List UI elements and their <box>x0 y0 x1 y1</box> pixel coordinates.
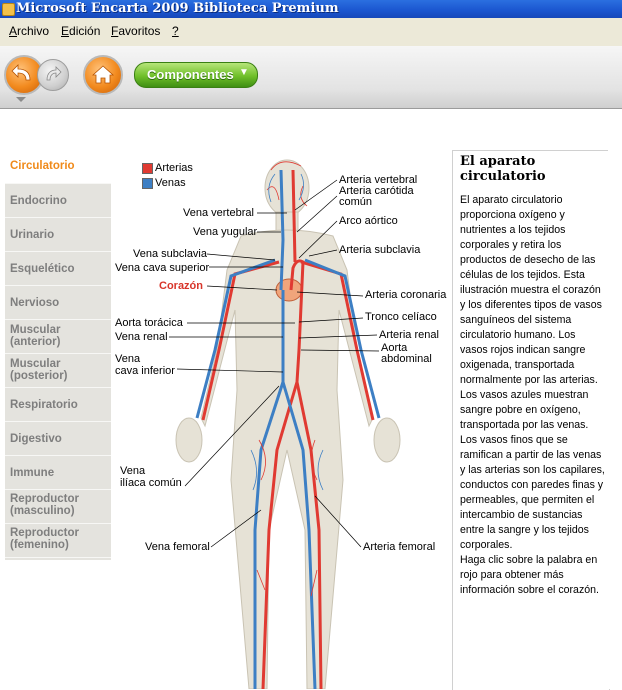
venas-swatch <box>142 178 153 189</box>
label-vena-iliaca-2: ilíaca común <box>120 477 182 489</box>
window-title: Microsoft Encarta 2009 Biblioteca Premium <box>16 1 339 16</box>
label-arteria-renal: Arteria renal <box>379 329 439 341</box>
forward-arrow-icon <box>38 60 68 90</box>
arterias-swatch <box>142 163 153 174</box>
article-title: El aparato circulatorio <box>460 154 546 184</box>
label-arteria-carotida-2: común <box>339 196 373 208</box>
panel-margin <box>608 150 622 689</box>
sidebar-item-muscular-anterior[interactable]: Muscular (anterior) <box>5 320 111 354</box>
label-arteria-vertebral: Arteria vertebral <box>339 174 418 186</box>
sidebar-item-respiratorio[interactable]: Respiratorio <box>5 388 111 422</box>
label-vena-cava-inferior-1: Vena <box>115 353 141 365</box>
label-arteria-subclavia: Arteria subclavia <box>339 244 421 256</box>
history-dropdown-arrow[interactable] <box>16 97 26 102</box>
menu-edicion[interactable]: Edición <box>61 24 101 38</box>
legend-arterias: Arterias <box>155 162 193 174</box>
chevron-down-icon: ▼ <box>239 67 249 78</box>
home-button[interactable] <box>83 55 123 95</box>
componentes-dropdown[interactable] <box>134 62 258 88</box>
toolbar <box>0 46 622 109</box>
label-arteria-femoral: Arteria femoral <box>363 541 436 553</box>
home-icon <box>85 57 121 93</box>
label-vena-yugular: Vena yugular <box>193 226 258 238</box>
article-body <box>460 193 606 598</box>
sidebar-item-muscular-posterior[interactable]: Muscular (posterior) <box>5 354 111 388</box>
sidebar-item-urinario[interactable]: Urinario <box>5 218 111 252</box>
systems-sidebar <box>5 150 111 560</box>
article-panel <box>452 150 610 690</box>
label-arteria-carotida-1: Arteria carótida <box>339 185 414 197</box>
sidebar-item-reproductor-masculino[interactable]: Reproductor (masculino) <box>5 490 111 524</box>
label-vena-vertebral: Vena vertebral <box>183 207 254 219</box>
forward-button[interactable] <box>37 59 69 91</box>
sidebar-item-immune[interactable]: Immune <box>5 456 111 490</box>
label-vena-renal: Vena renal <box>115 331 168 343</box>
circulatory-illustration <box>111 150 452 689</box>
encarta-app-icon <box>2 3 15 16</box>
human-body-figure <box>111 150 452 689</box>
sidebar-item-reproductor-femenino[interactable]: Reproductor (femenino) <box>5 524 111 558</box>
label-vena-cava-inferior-2: cava inferior <box>115 365 175 377</box>
label-aorta-abdominal-1: Aorta <box>381 342 408 354</box>
sidebar-item-circulatorio[interactable]: Circulatorio <box>5 150 111 184</box>
article-paragraph-2: Haga clic sobre la palabra en rojo para obtener más información sobre el corazón. <box>460 554 599 596</box>
label-vena-cava-superior: Vena cava superior <box>115 262 210 274</box>
label-vena-subclavia: Vena subclavia <box>133 248 207 260</box>
label-vena-iliaca-1: Vena <box>120 465 146 477</box>
label-arteria-coronaria: Arteria coronaria <box>365 289 447 301</box>
label-aorta-abdominal-2: abdominal <box>381 353 432 365</box>
legend-venas: Venas <box>155 177 186 189</box>
sidebar-item-esqueletico[interactable]: Esquelético <box>5 252 111 286</box>
article-paragraph-1: El aparato circulatorio proporciona oxígeno y nutrientes a los tejidos corporales y retira los productos de desecho de las células de los tejidos. Esta ilustración muestra el corazón y los diferentes tipos de vasos sanguíneos del sistema circulatorio humano. Los vasos rojos indican sangre oxigenada, transportada normalmente por las arterias. Los vasos azules muestran sangre pobre en oxígeno, transportada por las venas. Los vasos finos que se ramifican a partir de las venas y las arterias son los capilares, conductos con paredes finas y permeables, que permiten el intercambio de sustancias entre la sangre y los tejidos corporales. <box>460 194 605 551</box>
componentes-label: Componentes <box>147 67 234 82</box>
sidebar-item-nervioso[interactable]: Nervioso <box>5 286 111 320</box>
label-vena-femoral: Vena femoral <box>145 541 210 553</box>
title-bar <box>0 0 622 18</box>
label-arco-aortico: Arco aórtico <box>339 215 398 227</box>
sidebar-item-digestivo[interactable]: Digestivo <box>5 422 111 456</box>
label-corazon-link[interactable]: Corazón <box>159 280 203 292</box>
menu-archivo[interactable]: Archivo <box>9 24 50 38</box>
label-aorta-toracica: Aorta torácica <box>115 317 183 329</box>
sidebar-item-endocrino[interactable]: Endocrino <box>5 184 111 218</box>
menu-bar <box>0 18 622 46</box>
menu-ayuda[interactable]: ? <box>172 24 179 38</box>
label-tronco-celiaco: Tronco celíaco <box>365 311 437 323</box>
menu-favoritos[interactable]: Favoritos <box>111 24 161 38</box>
